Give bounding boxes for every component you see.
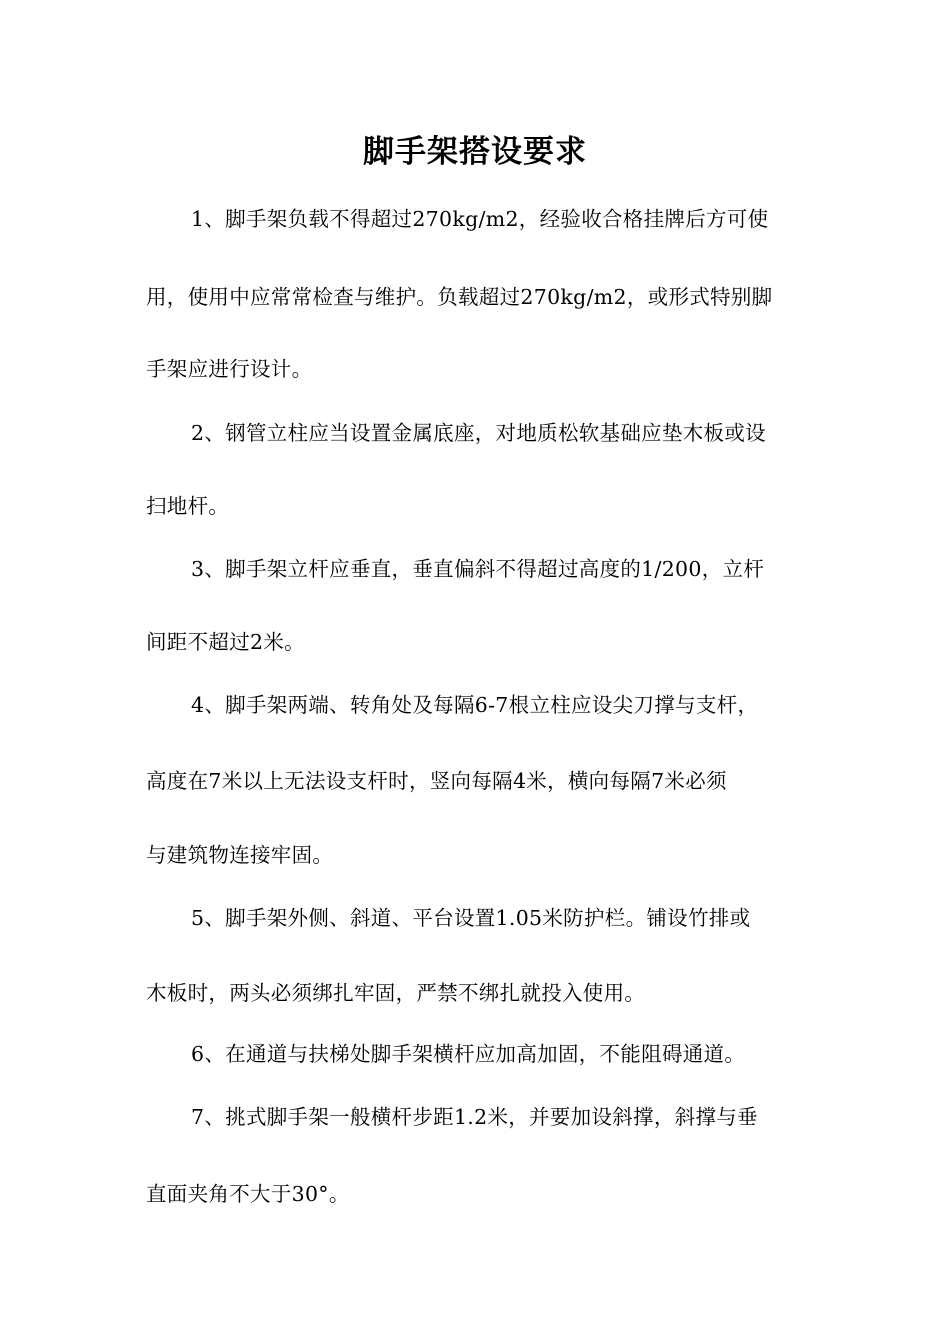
- item-2-line-1: 2、钢管立柱应当设置金属底座，对地质松软基础应垫木板或设: [191, 421, 766, 445]
- item-3-line-1: 3、脚手架立杆应垂直，垂直偏斜不得超过高度的1/200，立杆: [191, 557, 765, 581]
- item-5-line-1: 5、脚手架外侧、斜道、平台设置1.05米防护栏。铺设竹排或: [191, 906, 751, 930]
- item-1-line-2: 用，使用中应常常检查与维护。负载超过270kg/m2，或形式特别脚: [146, 285, 773, 309]
- item-7-line-2: 直面夹角不大于30°。: [146, 1182, 350, 1206]
- item-4-line-1: 4、脚手架两端、转角处及每隔6-7根立柱应设尖刀撑与支杆，: [191, 693, 759, 717]
- item-1-line-3: 手架应进行设计。: [146, 357, 313, 381]
- item-6-line-1: 6、在通道与扶梯处脚手架横杆应加高加固，不能阻碍通道。: [191, 1042, 746, 1066]
- item-2-line-2: 扫地杆。: [146, 494, 230, 518]
- item-7-line-1: 7、挑式脚手架一般横杆步距1.2米，并要加设斜撑，斜撑与垂: [191, 1105, 758, 1129]
- document-title: 脚手架搭设要求: [363, 134, 587, 170]
- item-5-line-2: 木板时，两头必须绑扎牢固，严禁不绑扎就投入使用。: [146, 981, 646, 1005]
- item-4-line-3: 与建筑物连接牢固。: [146, 843, 334, 867]
- item-1-line-1: 1、脚手架负载不得超过270kg/m2，经验收合格挂牌后方可使: [191, 207, 769, 231]
- item-4-line-2: 高度在7米以上无法设支杆时，竖向每隔4米，横向每隔7米必须: [146, 769, 727, 793]
- item-3-line-2: 间距不超过2米。: [146, 630, 305, 654]
